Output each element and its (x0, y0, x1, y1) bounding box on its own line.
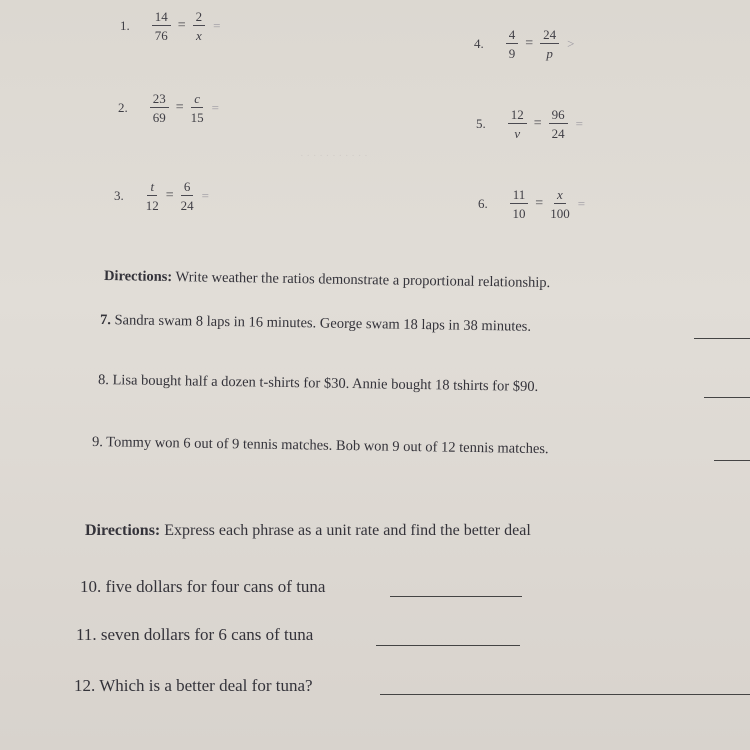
ratio-left: $\frac{4}{9}$ (506, 28, 519, 60)
equals-sign: = (533, 116, 542, 131)
directions-label: Directions: (103, 268, 173, 286)
question-text: 12. Which is a better deal for tuna? (74, 676, 313, 695)
equals-sign: = (175, 100, 184, 115)
answer-blank-8[interactable] (704, 397, 750, 398)
ratio-left: $\frac{t}{12}$ (145, 179, 159, 213)
ratio-right: $\frac{2}{x}$ (193, 10, 206, 42)
question-9 (92, 434, 549, 458)
question-text: Tommy won 6 out of 9 tennis matches. Bob won 9 out of 12 tennis matches. (102, 434, 549, 458)
proportion-5 (476, 108, 583, 140)
proportion-4 (474, 28, 575, 60)
question-8 (98, 372, 538, 396)
answer-blank-12[interactable] (380, 694, 750, 695)
answer-blank-11[interactable] (376, 645, 520, 646)
ratio-left: $\frac{11}{10}$ (510, 188, 529, 220)
directions-proportional (104, 268, 550, 292)
pencil-mark: = (201, 188, 209, 203)
pencil-mark: = (211, 100, 219, 115)
directions-text: Express each phrase as a unit rate and find the better deal (160, 522, 531, 539)
ratio-right: $\frac{6}{24}$ (180, 179, 194, 213)
proportion-3 (114, 180, 209, 212)
directions-unit-rate (85, 522, 531, 540)
answer-blank-10[interactable] (390, 596, 522, 597)
answer-blank-9[interactable] (714, 460, 750, 461)
ratio-right: $\frac{96}{24}$ (549, 108, 568, 140)
problem-number: 2. (118, 100, 128, 115)
equals-sign: = (525, 36, 534, 51)
directions-label: Directions: (85, 522, 161, 539)
proportion-2 (118, 92, 219, 124)
question-10 (80, 577, 325, 597)
pencil-mark: = (213, 18, 221, 33)
directions-text: Write weather the ratios demonstrate a proportional relationship. (172, 269, 551, 292)
bleed-through-text: · · · · · · · · · · · (300, 150, 368, 162)
problem-number: 6. (478, 196, 488, 211)
ratio-left: $\frac{14}{76}$ (152, 10, 171, 42)
pencil-mark: = (575, 116, 583, 131)
equals-sign: = (535, 196, 544, 211)
pencil-mark: = (577, 196, 586, 211)
question-11 (76, 625, 313, 645)
problem-number: 5. (476, 116, 486, 131)
proportion-6 (478, 188, 585, 220)
question-number: 9. (91, 434, 104, 451)
ratio-right: $\frac{c}{15}$ (190, 91, 204, 125)
ratio-right: $\frac{24}{p}$ (540, 28, 559, 60)
equals-sign: = (177, 18, 186, 33)
problem-number: 3. (114, 188, 124, 203)
problem-number: 1. (120, 18, 130, 33)
question-12 (74, 676, 313, 696)
question-text: Lisa bought half a dozen t-shirts for $30. Annie bought 18 tshirts for $90. (108, 372, 539, 395)
ratio-right: $\frac{x}{100}$ (550, 187, 570, 221)
question-7 (100, 312, 531, 336)
equals-sign: = (165, 188, 174, 203)
problem-number: 4. (474, 36, 484, 51)
question-number: 7. (99, 312, 112, 329)
ratio-left: $\frac{12}{v}$ (508, 108, 527, 140)
answer-blank-7[interactable] (694, 338, 750, 339)
question-number: 8. (97, 372, 110, 389)
question-text: 11. seven dollars for 6 cans of tuna (76, 625, 314, 644)
question-text: Sandra swam 8 laps in 16 minutes. George swam 18 laps in 38 minutes. (110, 312, 532, 335)
question-text: 10. five dollars for four cans of tuna (80, 577, 326, 596)
pencil-mark: > (567, 36, 575, 51)
proportion-1 (120, 10, 221, 42)
ratio-left: $\frac{23}{69}$ (150, 92, 169, 124)
